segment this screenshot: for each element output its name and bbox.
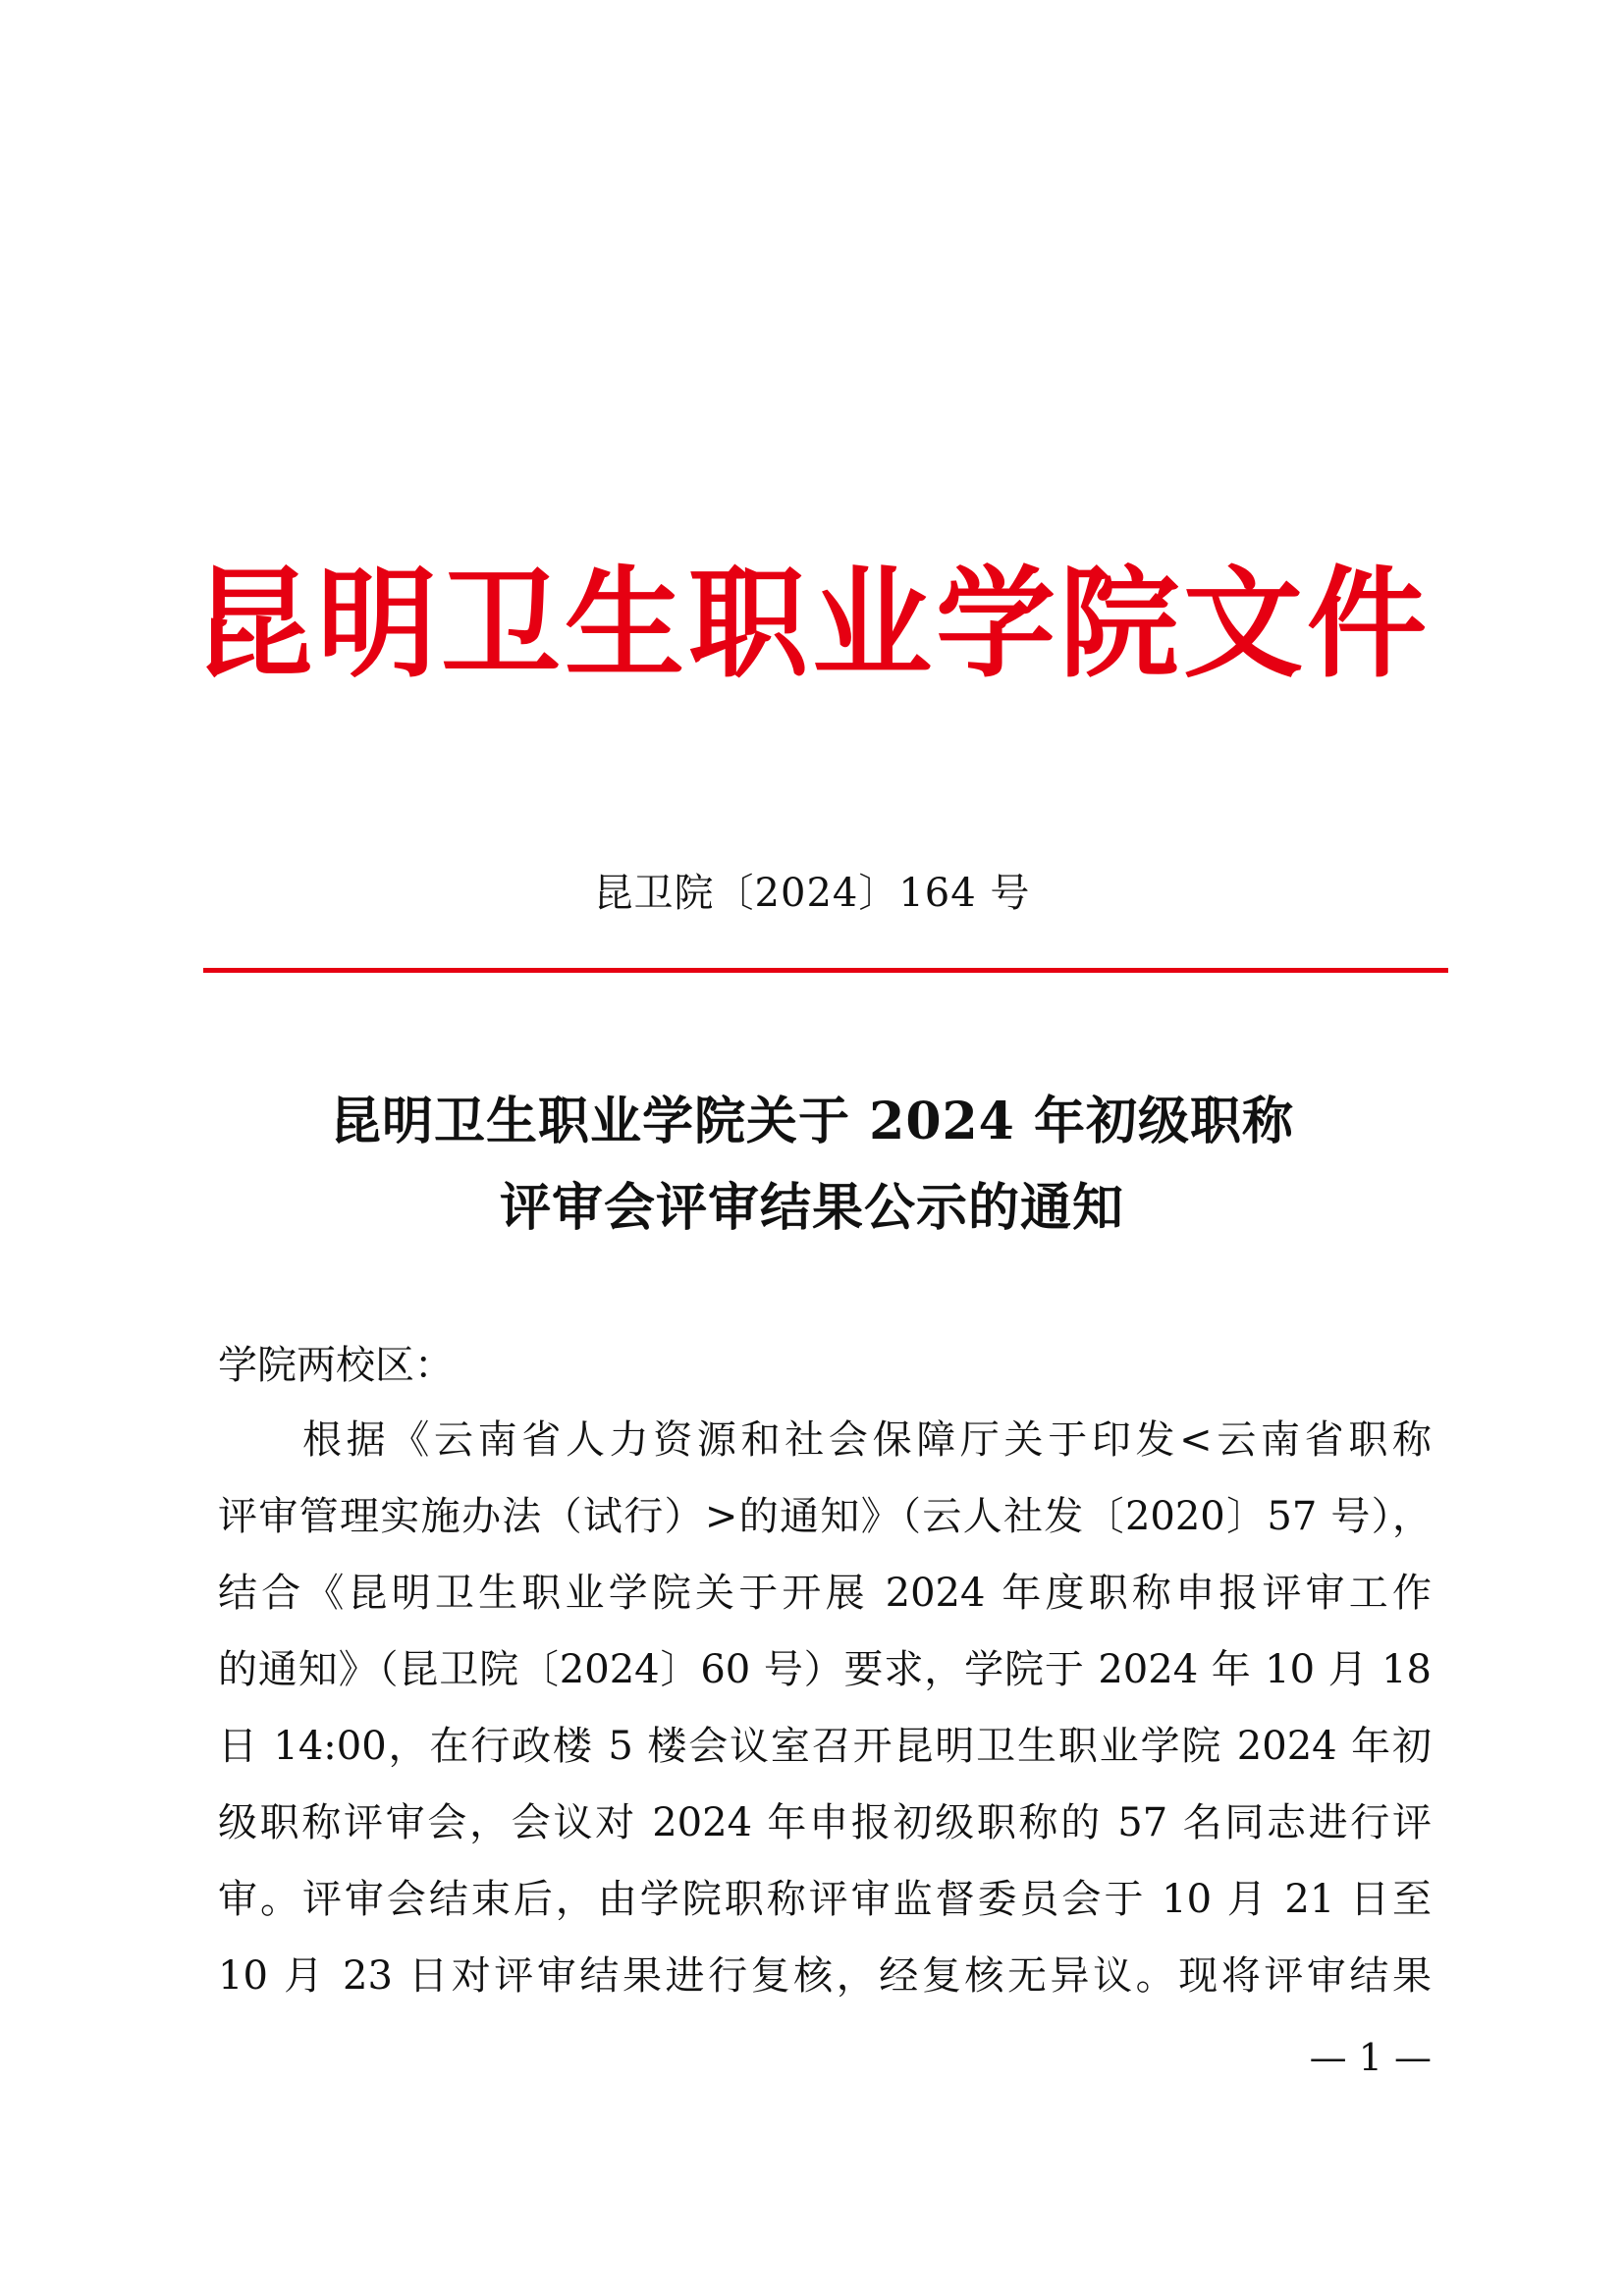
red-divider-line bbox=[203, 968, 1448, 973]
body-line: 10 月 23 日对评审结果进行复核，经复核无异议。现将评审结果 bbox=[218, 1953, 1432, 1999]
notice-title-line-1: 昆明卫生职业学院关于 2024 年初级职称 bbox=[330, 1092, 1294, 1151]
body-line: 级职称评审会，会议对 2024 年申报初级职称的 57 名同志进行评 bbox=[218, 1800, 1432, 1845]
body-line: 审。评审会结束后，由学院职称评审监督委员会于 10 月 21 日至 bbox=[218, 1877, 1432, 1922]
body-line: 评审管理实施办法（试行）>的通知》（云人社发〔2020〕57 号）， bbox=[218, 1494, 1432, 1539]
body-line: 根据《云南省人力资源和社会保障厅关于印发<云南省职称 bbox=[302, 1417, 1432, 1463]
body-line: 日 14:00，在行政楼 5 楼会议室召开昆明卫生职业学院 2024 年初 bbox=[218, 1724, 1432, 1769]
masthead-title: 昆明卫生职业学院文件 bbox=[193, 553, 1431, 694]
notice-title-line-2: 评审会评审结果公示的通知 bbox=[499, 1178, 1124, 1238]
body-line: 的通知》（昆卫院〔2024〕60 号）要求，学院于 2024 年 10 月 18 bbox=[218, 1647, 1432, 1692]
document-number: 昆卫院〔2024〕164 号 bbox=[593, 871, 1031, 916]
body-line: 结合《昆明卫生职业学院关于开展 2024 年度职称申报评审工作 bbox=[218, 1571, 1432, 1616]
page-number: — 1 — bbox=[1309, 2036, 1432, 2079]
salutation: 学院两校区： bbox=[218, 1343, 454, 1388]
